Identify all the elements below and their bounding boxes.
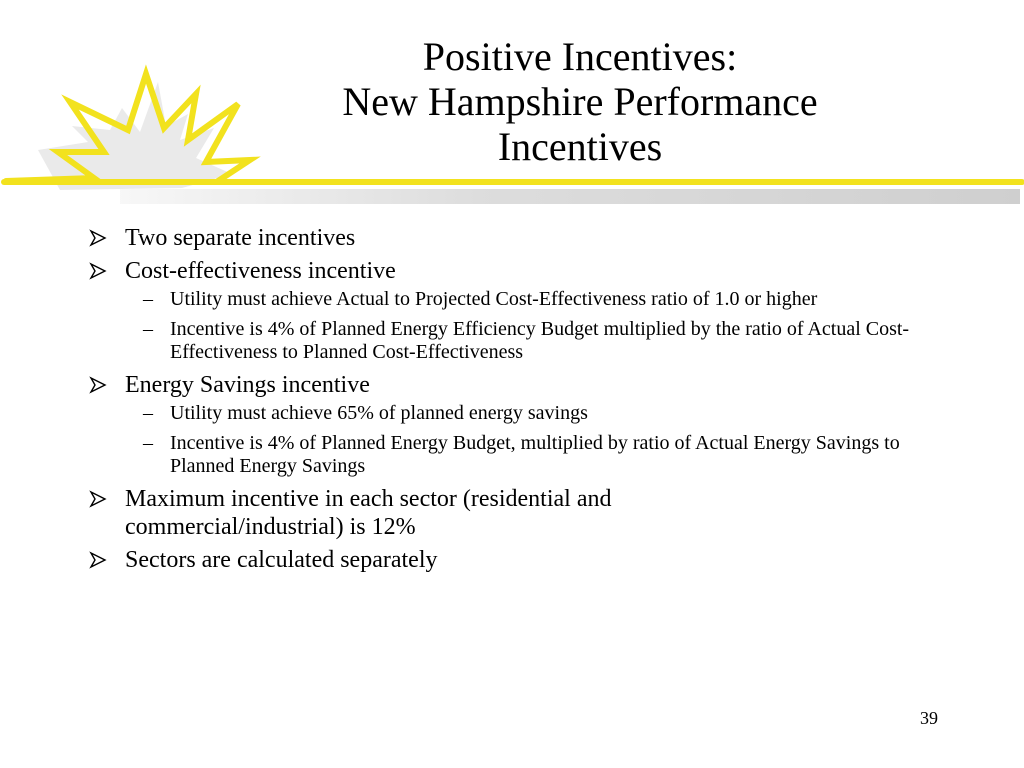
sub-bullet-item [125,288,956,311]
sub-bullet-text: Incentive is 4% of Planned Energy Budget, multiplied by ratio of Actual Energy Savings to Planned Energy Savings [170,432,900,477]
sub-bullet-item [125,402,956,425]
arrow-bullet-icon [88,257,110,285]
bullet-text: Sectors are calculated separately [125,547,438,573]
dash-bullet-icon: – [143,402,153,424]
slide-body [86,224,956,579]
underline-shadow [120,189,1020,204]
dash-bullet-icon: – [143,432,153,454]
bullet-text: Cost-effectiveness incentive [125,258,396,284]
title-line: Positive Incentives: [422,34,738,79]
bullet-item [86,485,956,541]
sub-bullet-list [125,402,956,478]
dash-bullet-icon: – [143,318,153,340]
title-line: Incentives [497,124,663,169]
arrow-bullet-icon [88,224,110,252]
sub-bullet-text: Utility must achieve Actual to Projected Cost-Effectiveness ratio of 1.0 or higher [170,288,818,310]
bullet-text: Energy Savings incentive [125,372,370,398]
sub-bullet-text: Utility must achieve 65% of planned energy savings [170,402,588,424]
bullet-item [86,224,956,252]
bullet-item [86,546,956,574]
title-line: New Hampshire Performance [342,79,818,124]
sub-bullet-item [125,432,956,478]
bullet-list [86,224,956,574]
sub-bullet-list [125,288,956,364]
sub-bullet-text: Incentive is 4% of Planned Energy Efficiency Budget multiplied by the ratio of Actual Cost-Effectiveness to Planned Cost-Effectiveness [170,318,910,363]
arrow-bullet-icon [88,546,110,574]
bullet-text: Two separate incentives [125,225,356,251]
arrow-bullet-icon [88,485,110,513]
dash-bullet-icon: – [143,288,153,310]
bullet-item [86,371,956,478]
sub-bullet-item [125,318,956,364]
bullet-item [86,257,956,364]
bullet-text: Maximum incentive in each sector (residential and commercial/industrial) is 12% [125,486,612,540]
page-number: 39 [920,708,938,728]
slide-title [290,34,870,169]
arrow-bullet-icon [88,371,110,399]
